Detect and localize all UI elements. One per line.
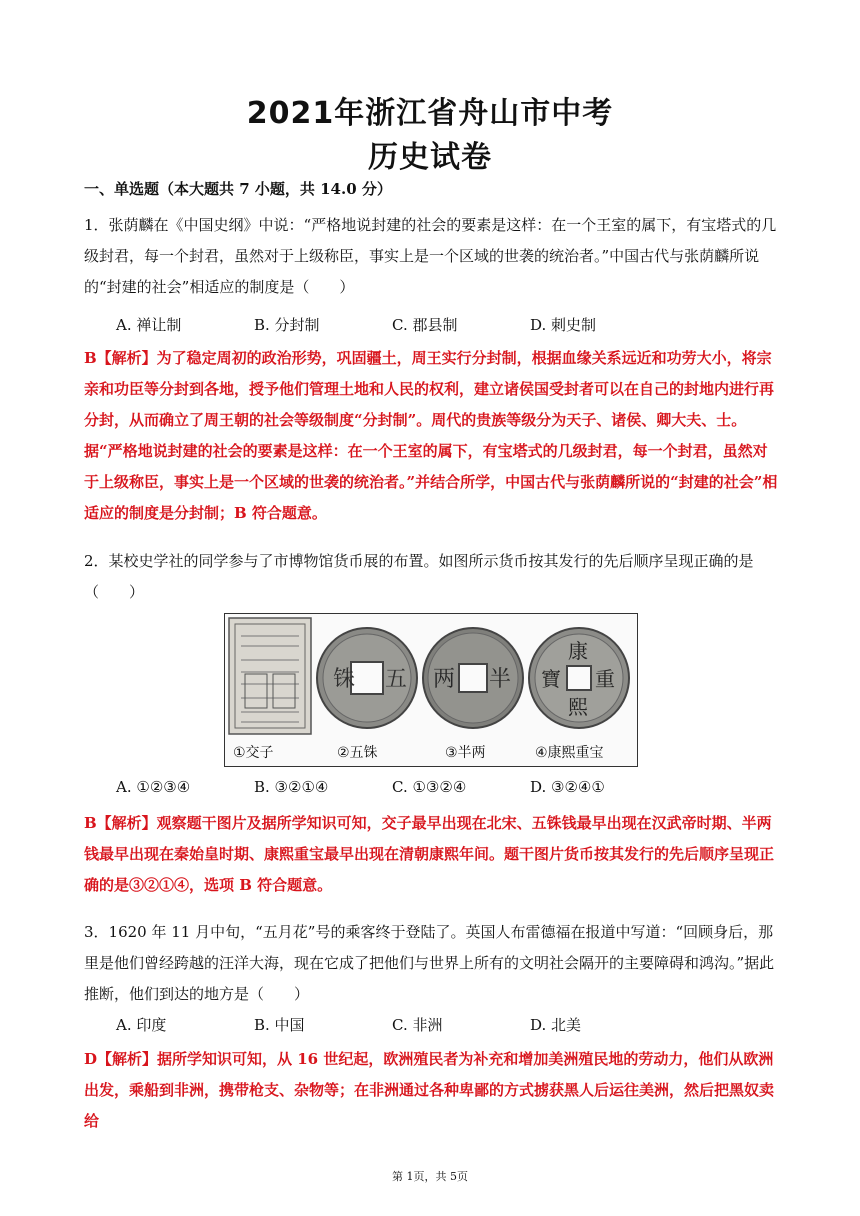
banliang-coin-image [423,628,523,728]
question-1-analysis: B【解析】为了稳定周初的政治形势，巩固疆土，周王实行分封制，根据血缘关系远近和功劳大小，将宗亲和功臣等分封到各地，授予他们管理土地和人民的权利，建立诸侯国受封者可以在自己的封地内进行再分封，从而确立了周王朝的社会等级制度“分封制”。周代的贵族等级分为天子、诸侯、卿大夫、士。据“严格地说封建的社会的要素是这样：在一个王室的属下，有宝塔式的几级封君，每一个封君，虽然对于上级称臣，事实上是一个区域的世袭的统治者。”并结合所学，中国古代与张荫麟所说的“封建的社会”相适应的制度是分封制；B 符合题意。 [84,349,778,522]
wuzhu-char-zhu: 铢 [333,667,356,692]
kangxi-char-kang: 康 [568,639,588,663]
exam-subtitle: 历史试卷 [368,140,492,175]
wuzhu-coin-image [317,628,417,728]
kangxi-char-bao: 寶 [541,667,561,691]
exam-title: 2021年浙江省舟山市中考 [246,96,614,131]
question-1: 1．张荫麟在《中国史纲》中说：“严格地说封建的社会的要素是这样：在一个王室的属下，有宝塔式的几级封君，每一个封君，虽然对于上级称臣，事实上是一个区域的世袭的统治者。”中国古代与张荫麟所说的“封建的社会”相适应的制度是（ ） [84,216,777,296]
banliang-char-ban: 半 [489,667,512,692]
option-c: C. 非洲 [392,1016,443,1034]
caption-wuzhu: ②五铢 [337,745,378,761]
question-2: 2．某校史学社的同学参与了市博物馆货币展的布置。如图所示货币按其发行的先后顺序呈现正确的是（ ） [84,552,754,601]
kangxi-coin-image [529,628,629,728]
section-heading: 一、单选题（本大题共 7 小题，共 14.0 分） [84,180,392,198]
option-a: A. ①②③④ [116,778,191,796]
option-c: C. ①③②④ [392,778,467,796]
question-3-analysis: D【解析】据所学知识可知，从 16 世纪起，欧洲殖民者为补充和增加美洲殖民地的劳动力，他们从欧洲出发，乘船到非洲，携带枪支、杂物等；在非洲通过各种卑鄙的方式掳获黑人后运往美洲，然后把黑奴卖给 [84,1050,775,1130]
wuzhu-char-wu: 五 [385,667,408,692]
question-3-options [116,1014,670,1035]
question-1-options [116,314,670,335]
currency-figure [224,613,638,767]
kangxi-char-xi: 熙 [568,695,588,719]
option-a: A. 禅让制 [116,316,182,334]
question-2-analysis: B【解析】观察题干图片及据所学知识可知，交子最早出现在北宋、五铢钱最早出现在汉武帝时期、半两钱最早出现在秦始皇时期、康熙重宝最早出现在清朝康熙年间。题干图片货币按其发行的先后顺序呈现正确的是③②①④，选项 B 符合题意。 [84,814,775,894]
banliang-char-liang: 两 [433,667,456,692]
option-b: B. 中国 [254,1016,305,1034]
option-a: A. 印度 [116,1016,167,1034]
question-3: 3．1620 年 11 月中旬，“五月花”号的乘客终于登陆了。英国人布雷德福在报道中写道：“回顾身后，那里是他们曾经跨越的汪洋大海，现在它成了把他们与世界上所有的文明社会隔开的主要障碍和鸿沟。”据此推断，他们到达的地方是（ ） [84,923,775,1003]
jiaozi-note-image [229,618,311,734]
page-footer: 第 1页，共 5页 [392,1170,468,1183]
option-d: D. 北美 [530,1016,582,1034]
kangxi-char-zhong: 重 [595,667,615,691]
option-b: B. ③②①④ [254,778,329,796]
caption-jiaozi: ①交子 [233,745,274,761]
option-b: B. 分封制 [254,316,320,334]
caption-banliang: ③半两 [445,745,486,761]
option-c: C. 郡县制 [392,316,458,334]
caption-kangxi: ④康熙重宝 [535,745,604,761]
question-2-options [116,778,670,796]
option-d: D. 刺史制 [530,316,597,334]
option-d: D. ③②④① [530,778,605,796]
